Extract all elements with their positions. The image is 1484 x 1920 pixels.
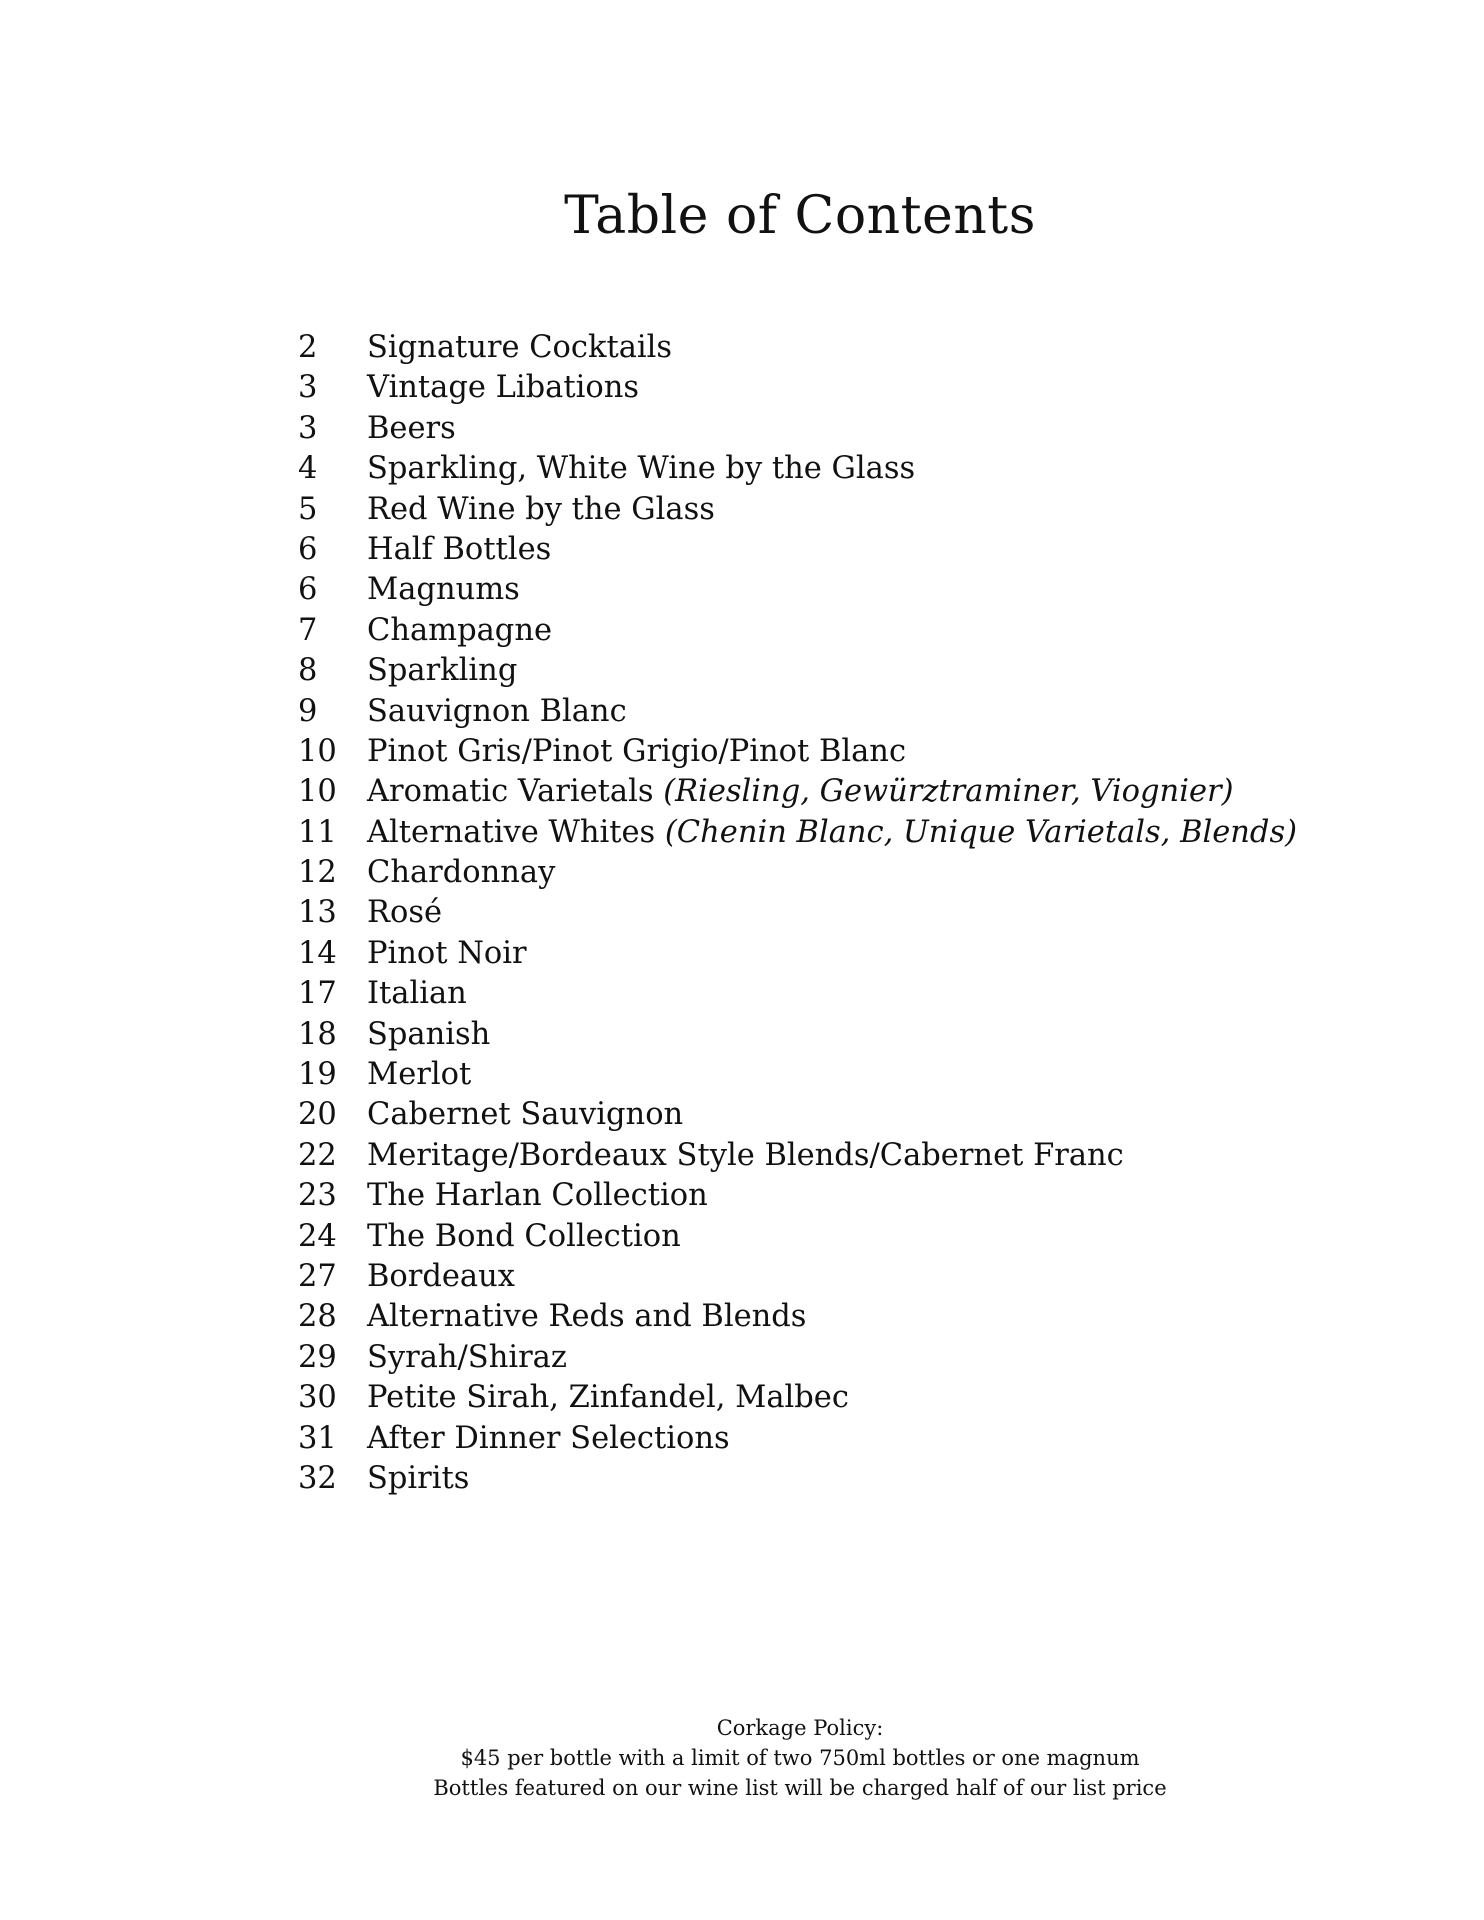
toc-section-name: Italian	[367, 976, 467, 1012]
corkage-heading: Corkage Policy:	[716, 1716, 884, 1740]
toc-page-number: 3	[298, 370, 318, 406]
toc-entry	[298, 1217, 1297, 1257]
toc-entry-title	[367, 1055, 471, 1095]
toc-entry-title	[367, 1015, 490, 1055]
toc-entry	[298, 1378, 1297, 1418]
toc-entry-title	[367, 449, 915, 489]
toc-entry-title	[367, 974, 467, 1014]
toc-section-name: Sauvignon Blanc	[367, 693, 627, 729]
toc-section-note: (Chenin Blanc, Unique Varietals, Blends)	[664, 814, 1298, 850]
toc-entry	[298, 853, 1297, 893]
toc-entry	[298, 1136, 1297, 1176]
toc-page-number: 7	[298, 612, 318, 648]
toc-page-number: 5	[298, 491, 318, 527]
toc-entry	[298, 1055, 1297, 1095]
toc-section-name: Meritage/Bordeaux Style Blends/Cabernet Franc	[367, 1137, 1124, 1173]
toc-page-number: 3	[298, 410, 318, 446]
toc-page-number: 19	[298, 1057, 337, 1093]
toc-page-number: 18	[298, 1016, 337, 1052]
toc-page-number: 10	[298, 774, 337, 810]
toc-page-number: 23	[298, 1178, 337, 1214]
toc-section-name: Vintage Libations	[367, 370, 639, 406]
toc-entry-title	[367, 853, 555, 893]
toc-page-number: 10	[298, 733, 337, 769]
toc-page-number: 9	[298, 693, 318, 729]
toc-entry	[298, 328, 1297, 368]
toc-section-name: Beers	[367, 410, 456, 446]
toc-section-name: Magnums	[367, 572, 520, 608]
toc-entry-title	[367, 530, 551, 570]
toc-page-number: 14	[298, 935, 337, 971]
corkage-policy	[0, 1713, 1484, 1803]
toc-section-name: Syrah/Shiraz	[367, 1339, 567, 1375]
toc-entry-title	[367, 1257, 515, 1297]
toc-entry	[298, 570, 1297, 610]
corkage-line-2: Bottles featured on our wine list will be charged half of our list price	[433, 1776, 1167, 1800]
toc-page-number: 2	[298, 330, 318, 365]
toc-entry-title	[367, 368, 639, 408]
toc-section-name: Aromatic Varietals	[367, 774, 654, 810]
toc-page-number: 29	[298, 1339, 337, 1375]
toc-entry	[298, 530, 1297, 570]
toc-entry-title	[367, 1217, 681, 1257]
toc-entry-title	[367, 732, 906, 772]
toc-entry-title	[367, 1378, 849, 1418]
toc-section-name: Pinot Noir	[367, 935, 527, 971]
toc-entry-title	[367, 570, 520, 610]
toc-page-number: 17	[298, 976, 337, 1012]
toc-entry	[298, 1297, 1297, 1337]
toc-section-name: Cabernet Sauvignon	[367, 1097, 684, 1133]
toc-page-number: 8	[298, 653, 318, 689]
toc-section-name: Champagne	[367, 612, 553, 648]
toc-page-number: 27	[298, 1258, 337, 1294]
toc-entry-title	[367, 1419, 730, 1459]
toc-section-name: Signature Cocktails	[367, 330, 673, 365]
toc-section-name: Bordeaux	[367, 1258, 515, 1294]
toc-entry	[298, 1257, 1297, 1297]
toc-section-name: Petite Sirah, Zinfandel, Malbec	[367, 1380, 849, 1416]
toc-entry	[298, 974, 1297, 1014]
toc-entry	[298, 1095, 1297, 1135]
toc-entry	[298, 1338, 1297, 1378]
toc-entry	[298, 651, 1297, 691]
toc-entry	[298, 813, 1297, 853]
toc-entry	[298, 490, 1297, 530]
toc-section-name: Red Wine by the Glass	[367, 491, 715, 527]
toc-section-name: Chardonnay	[367, 855, 556, 891]
toc-entry	[298, 893, 1297, 933]
toc-entry-title	[367, 651, 517, 691]
toc-section-note: (Riesling, Gewürztraminer, Viognier)	[663, 774, 1234, 810]
toc-entry-title	[367, 772, 1234, 812]
toc-entry-title	[367, 1297, 806, 1337]
toc-section-name: Spirits	[367, 1460, 470, 1496]
toc-section-name: Half Bottles	[367, 531, 552, 567]
toc-entry	[298, 1176, 1297, 1216]
toc-page-number: 31	[298, 1420, 337, 1456]
toc-section-name: Spanish	[367, 1016, 491, 1052]
toc-entry	[298, 368, 1297, 408]
toc-entry-title	[367, 1136, 1124, 1176]
toc-entry-title	[367, 409, 456, 449]
page-title: Table of Contents	[564, 186, 1036, 246]
toc-page-number: 6	[298, 531, 318, 567]
toc-entry-title	[367, 1095, 683, 1135]
toc-section-name: After Dinner Selections	[367, 1420, 730, 1456]
toc-entry-title	[367, 934, 527, 974]
toc-section-name: Sparkling	[367, 653, 518, 689]
toc-entry-title	[367, 328, 672, 368]
toc-page-number: 11	[298, 814, 337, 850]
toc-entry	[298, 692, 1297, 732]
toc-page-number: 20	[298, 1097, 337, 1133]
toc-section-name: Rosé	[367, 895, 443, 931]
toc-page-number: 6	[298, 572, 318, 608]
corkage-line-1: $45 per bottle with a limit of two 750ml bottles or one magnum	[460, 1746, 1140, 1770]
toc-section-name: The Harlan Collection	[367, 1178, 708, 1214]
toc-entry	[298, 1419, 1297, 1459]
toc-entry-title	[367, 692, 627, 732]
toc-section-name: Pinot Gris/Pinot Grigio/Pinot Blanc	[367, 733, 907, 769]
toc-section-name: Sparkling, White Wine by the Glass	[367, 451, 916, 487]
toc-entry-title	[367, 1338, 567, 1378]
table-of-contents	[298, 328, 1297, 1499]
toc-page-number: 24	[298, 1218, 337, 1254]
toc-page-number: 13	[298, 895, 337, 931]
toc-entry	[298, 1015, 1297, 1055]
toc-entry	[298, 1459, 1297, 1499]
toc-entry-title	[367, 490, 715, 530]
toc-entry-title	[367, 1176, 708, 1216]
toc-entry	[298, 772, 1297, 812]
toc-page-number: 28	[298, 1299, 337, 1335]
toc-entry	[298, 934, 1297, 974]
toc-entry	[298, 732, 1297, 772]
toc-entry	[298, 611, 1297, 651]
toc-section-name: Merlot	[367, 1057, 472, 1093]
toc-entry-title	[367, 611, 552, 651]
toc-entry-title	[367, 893, 442, 933]
toc-entry	[298, 409, 1297, 449]
toc-entry	[298, 449, 1297, 489]
toc-page-number: 12	[298, 855, 337, 891]
toc-entry-title	[367, 1459, 469, 1499]
toc-entry-title	[367, 813, 1297, 853]
toc-page-number: 32	[298, 1460, 337, 1496]
toc-section-name: Alternative Reds and Blends	[367, 1299, 807, 1335]
toc-page-number: 22	[298, 1137, 337, 1173]
toc-page-number: 30	[298, 1380, 337, 1416]
toc-section-name: The Bond Collection	[367, 1218, 681, 1254]
toc-page-number: 4	[298, 451, 318, 487]
toc-section-name: Alternative Whites	[367, 814, 656, 850]
